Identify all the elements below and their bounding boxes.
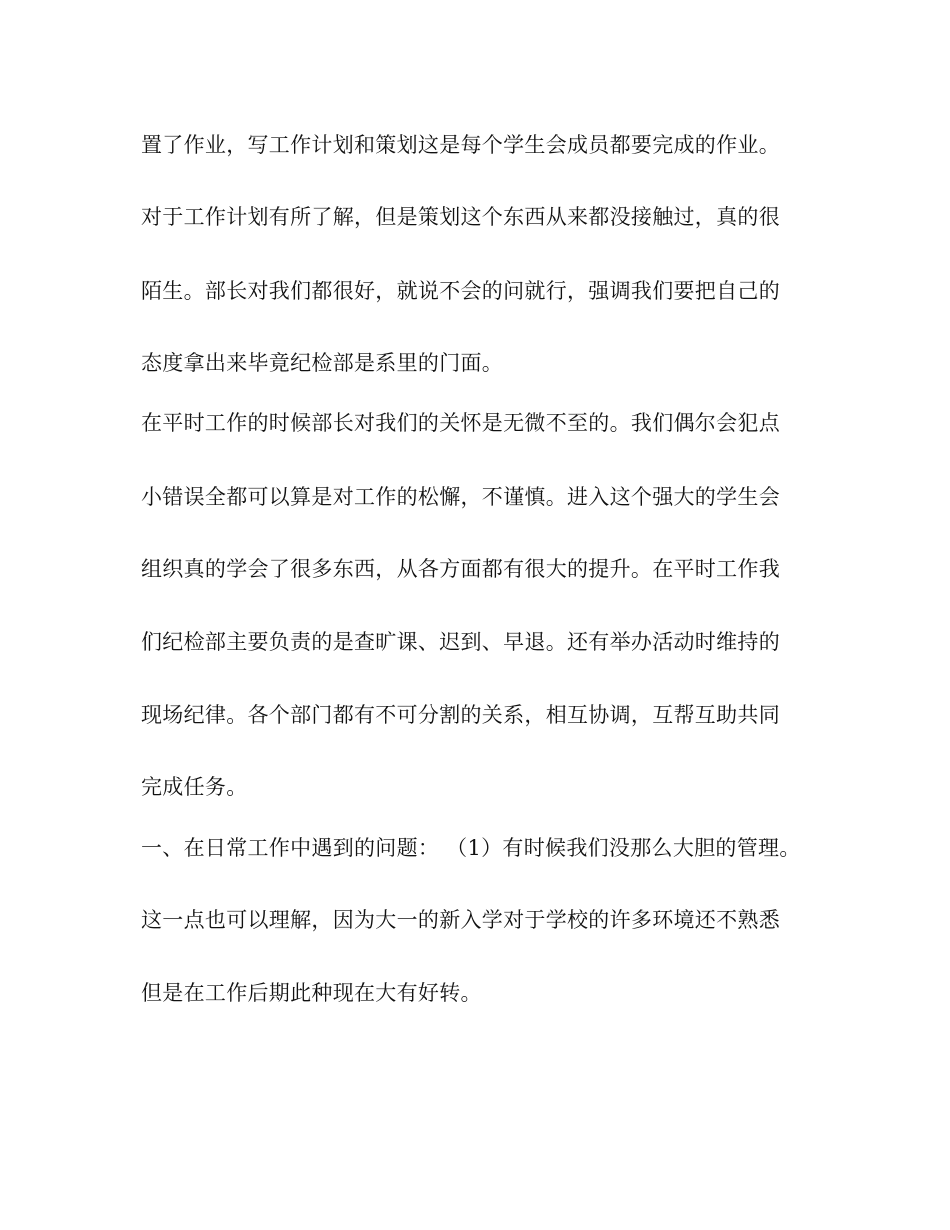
- paragraph-1-line-3: 陌生。部长对我们都很好，就说不会的问就行，强调我们要把自己的: [141, 279, 780, 303]
- paragraph-3-line-2: 这一点也可以理解，因为大一的新入学对于学校的许多环境还不熟悉: [141, 908, 780, 932]
- paragraph-3-line-1: 一、在日常工作中遇到的问题： （1）有时候我们没那么大胆的管理。: [141, 836, 801, 860]
- paragraph-2-line-2: 小错误全都可以算是对工作的松懈，不谨慎。进入这个强大的学生会: [141, 485, 780, 509]
- paragraph-3-line-3: 但是在工作后期此种现在大有好转。: [141, 981, 482, 1005]
- paragraph-2-line-3: 组织真的学会了很多东西，从各方面都有很大的提升。在平时工作我: [141, 557, 780, 581]
- paragraph-1-line-4: 态度拿出来毕竟纪检部是系里的门面。: [141, 351, 504, 375]
- paragraph-1-line-1: 置了作业，写工作计划和策划这是每个学生会成员都要完成的作业。: [141, 133, 780, 157]
- paragraph-1-line-2: 对于工作计划有所了解，但是策划这个东西从来都没接触过，真的很: [141, 205, 780, 229]
- paragraph-2-line-5: 现场纪律。各个部门都有不可分割的关系，相互协调，互帮互助共同: [141, 703, 780, 727]
- paragraph-2-line-4: 们纪检部主要负责的是查旷课、迟到、早退。还有举办活动时维持的: [141, 630, 780, 654]
- paragraph-2-line-6: 完成任务。: [141, 775, 248, 799]
- paragraph-2-line-1: 在平时工作的时候部长对我们的关怀是无微不至的。我们偶尔会犯点: [141, 411, 780, 435]
